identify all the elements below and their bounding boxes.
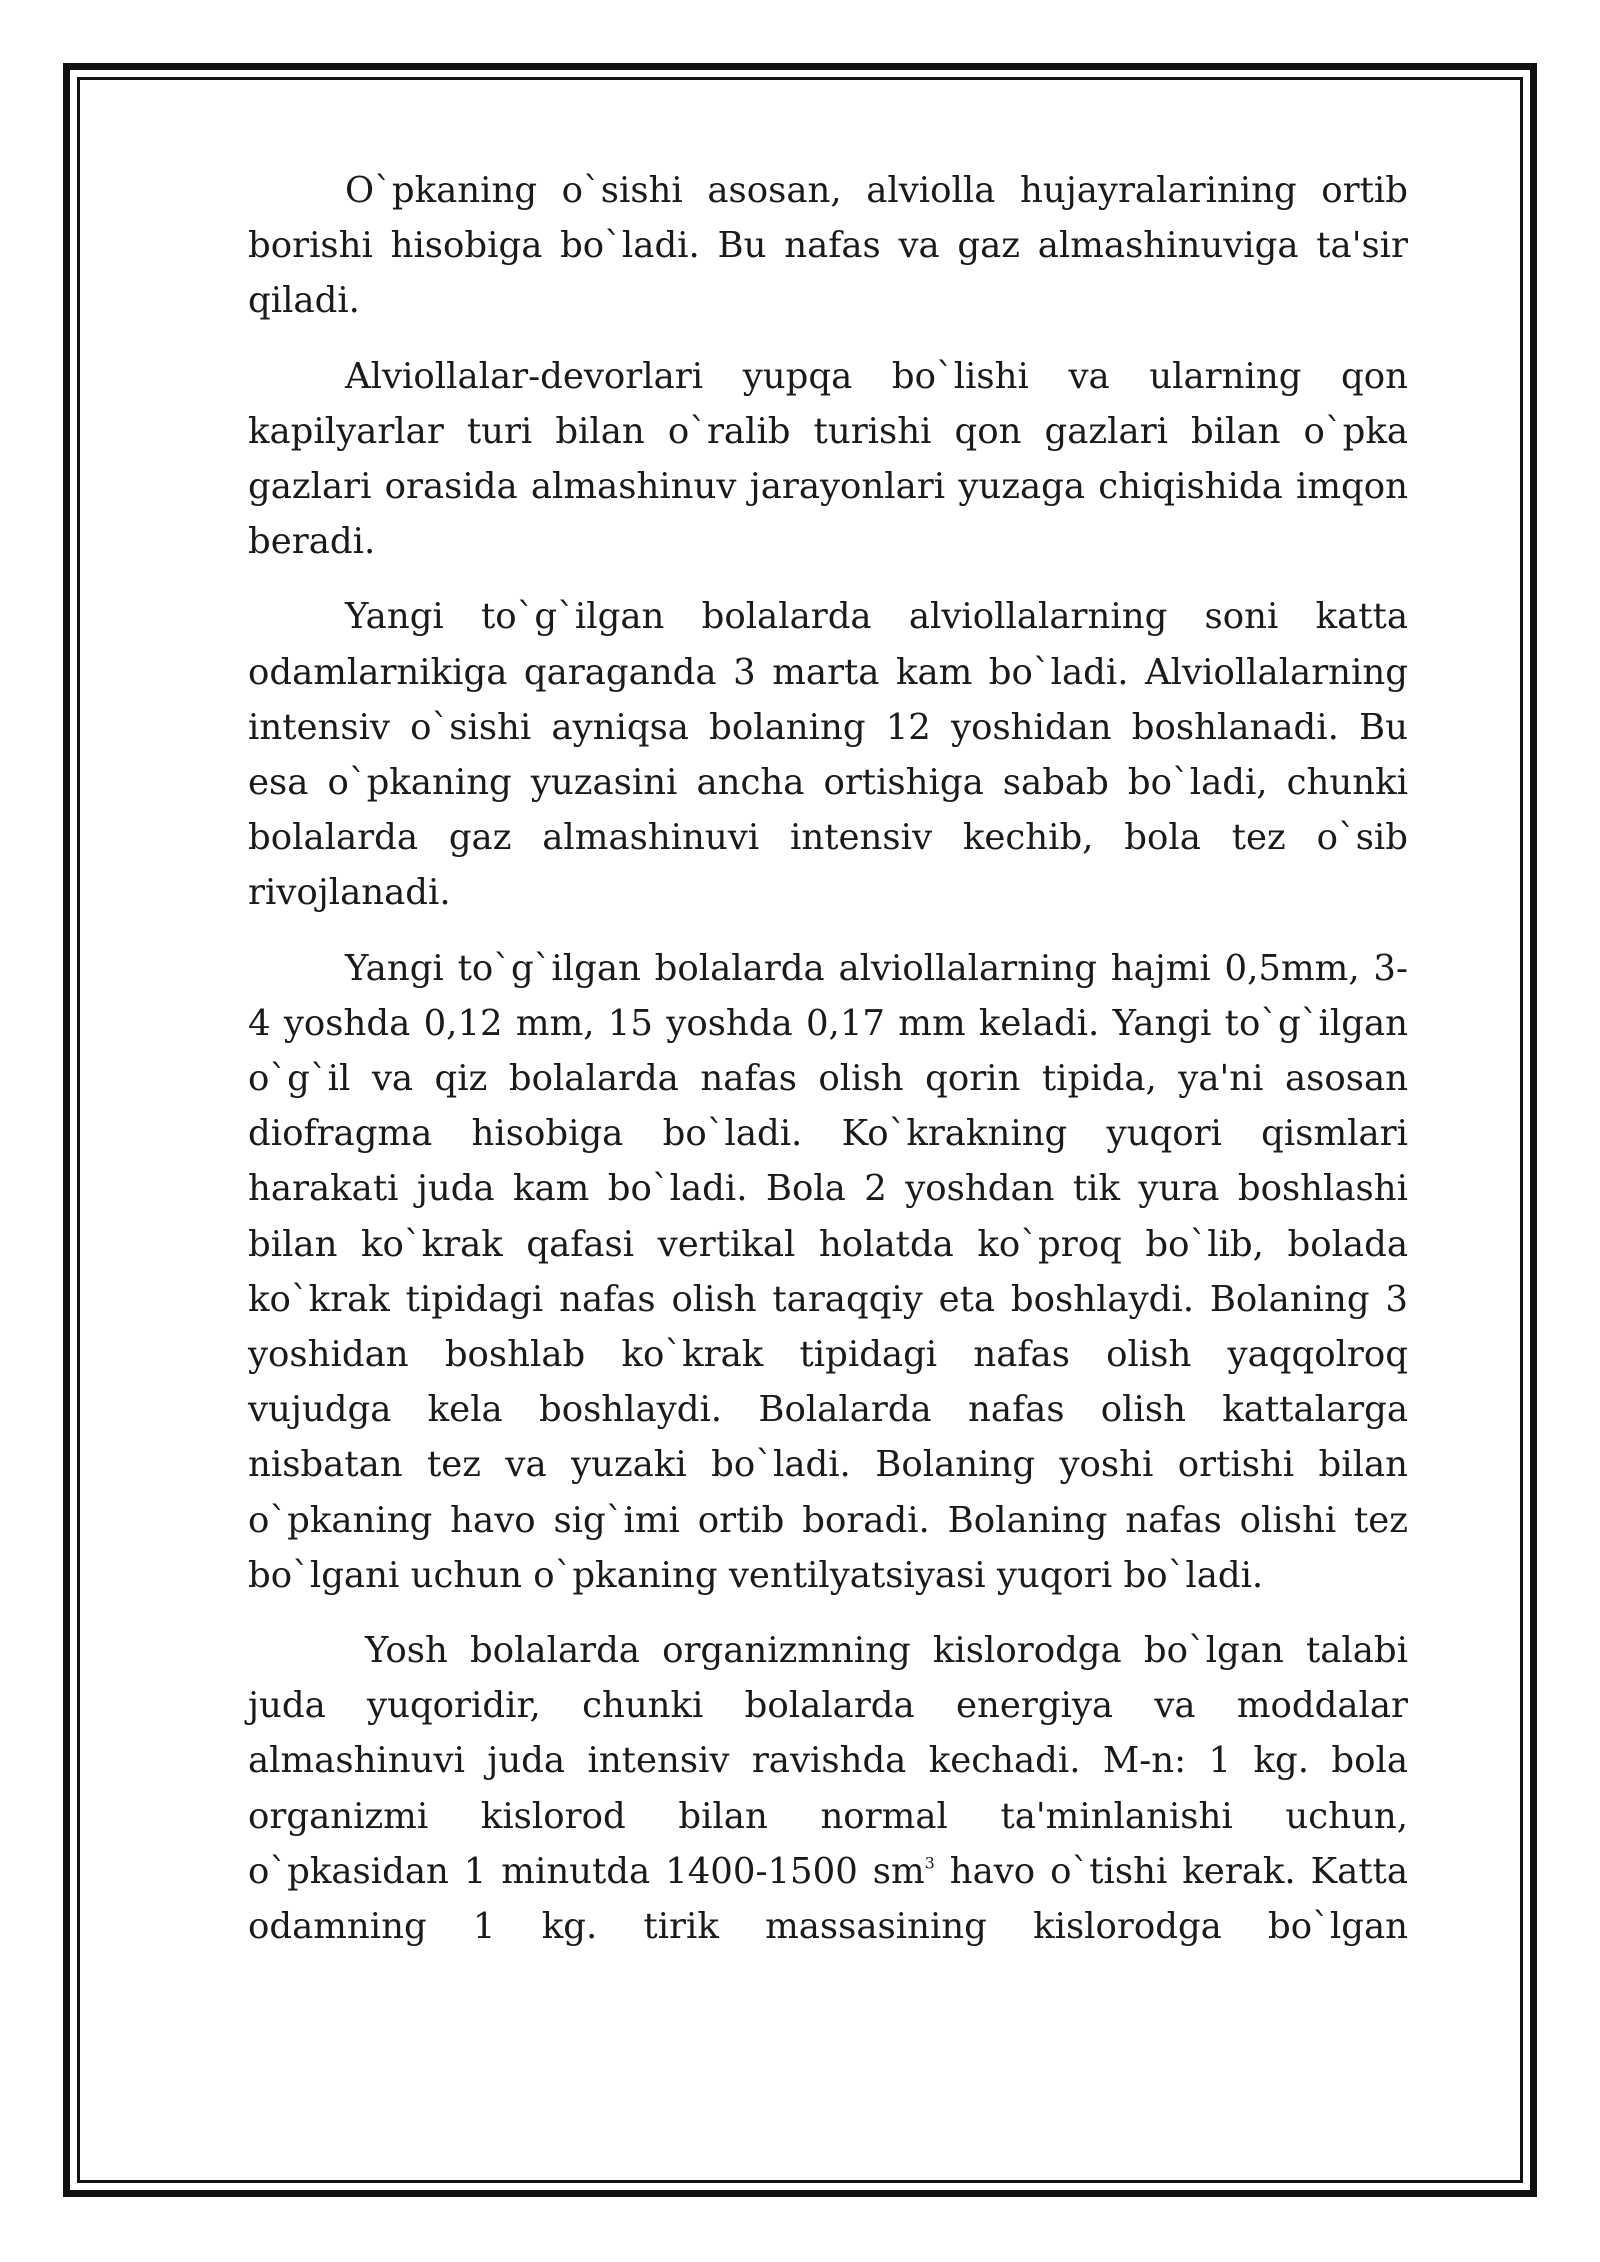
- document-body: [248, 163, 1408, 1974]
- paragraph-2: Alviollalar-devorlari yupqa bo`lishi va ularning qon kapilyarlar turi bilan o`ralib turishi qon gazlari bilan o`pka gazlari orasida almashinuv jarayonlari yuzaga chiqishida imqon beradi.: [248, 355, 1408, 563]
- paragraph-5-text-start: Yosh bolalarda organizmning kislorodga bo`lgan talabi juda yuqoridir, chunki bolalarda energiya va moddalar almashinuvi juda intensiv ravishda kechadi. M-n: 1 kg. bola organizmi kislorod bilan normal ta'minlanishi uchun, o`pkasidan 1 minutda 1400-1500 sm: [248, 1630, 1408, 1892]
- paragraph-5-text-end: havo o`tishi kerak. Katta odamning 1 kg. tirik massasining kislorodga bo`lgan: [248, 1850, 1408, 1948]
- paragraph-1: O`pkaning o`sishi asosan, alviolla hujayralarining ortib borishi hisobiga bo`ladi. Bu nafas va gaz almashinuviga ta'sir qiladi.: [248, 170, 1408, 322]
- paragraph-5: [248, 1623, 1408, 1954]
- paragraph-3: Yangi to`g`ilgan bolalarda alviollalarning soni katta odamlarnikiga qaraganda 3 marta kam bo`ladi. Alviollalarning intensiv o`sishi ayniqsa bolaning 12 yoshidan boshlanadi. Bu esa o`pkaning yuzasini ancha ortishiga sabab bo`ladi, chunki bolalarda gaz almashinuvi intensiv kechib, bola tez o`sib rivojlanadi.: [248, 596, 1408, 914]
- superscript-cubic: 3: [924, 1853, 935, 1873]
- paragraph-4: Yangi to`g`ilgan bolalarda alviollalarning hajmi 0,5mm, 3-4 yoshda 0,12 mm, 15 yoshda 0,17 mm keladi. Yangi to`g`ilgan o`g`il va qiz bolalarda nafas olish qorin tipida, ya'ni asosan diofragma hisobiga bo`ladi. Ko`krakning yuqori qismlari harakati juda kam bo`ladi. Bola 2 yoshdan tik yura boshlashi bilan ko`krak qafasi vertikal holatda ko`proq bo`lib, bolada ko`krak tipidagi nafas olish taraqqiy eta boshlaydi. Bolaning 3 yoshidan boshlab ko`krak tipidagi nafas olish yaqqolroq vujudga kela boshlaydi. Bolalarda nafas olish kattalarga nisbatan tez va yuzaki bo`ladi. Bolaning yoshi ortishi bilan o`pkaning havo sig`imi ortib boradi. Bolaning nafas olishi tez bo`lgani uchun o`pkaning ventilyatsiyasi yuqori bo`ladi.: [248, 947, 1408, 1596]
